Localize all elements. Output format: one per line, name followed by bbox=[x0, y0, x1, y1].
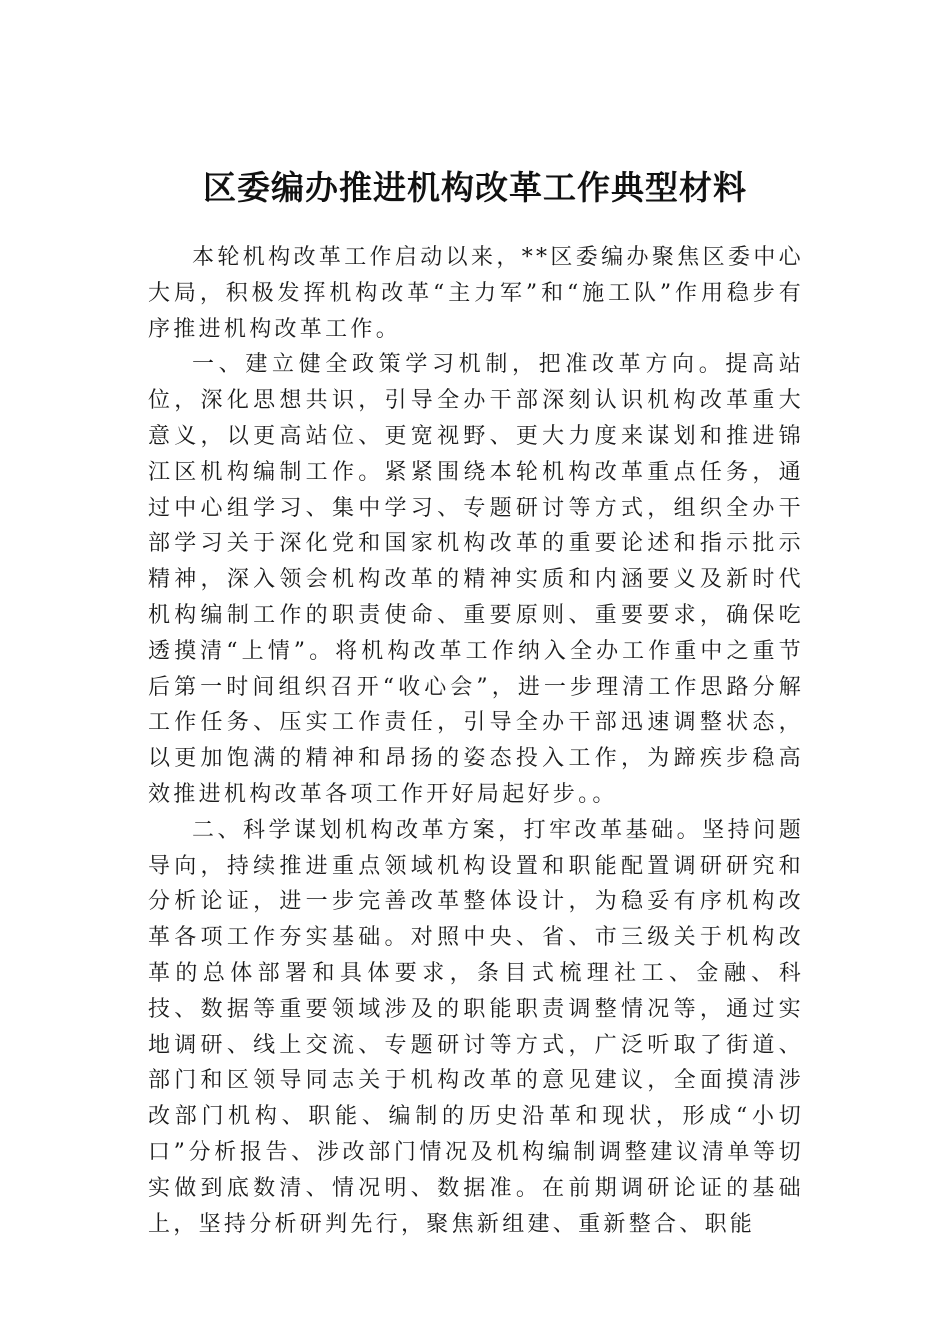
intro-paragraph: 本轮机构改革工作启动以来，**区委编办聚焦区委中心大局，积极发挥机构改革“主力军”和“施工队”作用稳步有序推进机构改革工作。 bbox=[148, 245, 804, 342]
section-one-paragraph: 一、建立健全政策学习机制，把准改革方向。提高站位，深化思想共识，引导全办干部深刻认识机构改革重大意义，以更高站位、更宽视野、更大力度来谋划和推进锦江区机构编制工作。紧紧围绕本轮机构改革重点任务，通过中心组学习、集中学习、专题研讨等方式，组织全办干部学习关于深化党和国家机构改革的重要论述和指示批示精神，深入领会机构改革的精神实质和内涵要义及新时代机构编制工作的职责使命、重要原则、重要要求，确保吃透摸清“上情”。将机构改革工作纳入全办工作重中之重节后第一时间组织召开“收心会”，进一步理清工作思路分解工作任务、压实工作责任，引导全办干部迅速调整状态，以更加饱满的精神和昂扬的姿态投入工作，为蹄疾步稳高效推进机构改革各项工作开好局起好步。。 bbox=[148, 352, 804, 807]
document-title: 区委编办推进机构改革工作典型材料 bbox=[203, 168, 747, 207]
document-body bbox=[148, 240, 804, 1242]
section-two-paragraph: 二、科学谋划机构改革方案，打牢改革基础。坚持问题导向，持续推进重点领域机构设置和职能配置调研研究和分析论证，进一步完善改革整体设计，为稳妥有序机构改革各项工作夯实基础。对照中央、省、市三级关于机构改革的总体部署和具体要求，条目式梳理社工、金融、科技、数据等重要领域涉及的职能职责调整情况等，通过实地调研、线上交流、专题研讨等方式，广泛听取了街道、部门和区领导同志关于机构改革的意见建议，全面摸清涉改部门机构、职能、编制的历史沿革和现状，形成“小切口”分析报告、涉改部门情况及机构编制调整建议清单等切实做到底数清、情况明、数据准。在前期调研论证的基础上，坚持分析研判先行，聚焦新组建、重新整合、职能 bbox=[148, 817, 804, 1237]
